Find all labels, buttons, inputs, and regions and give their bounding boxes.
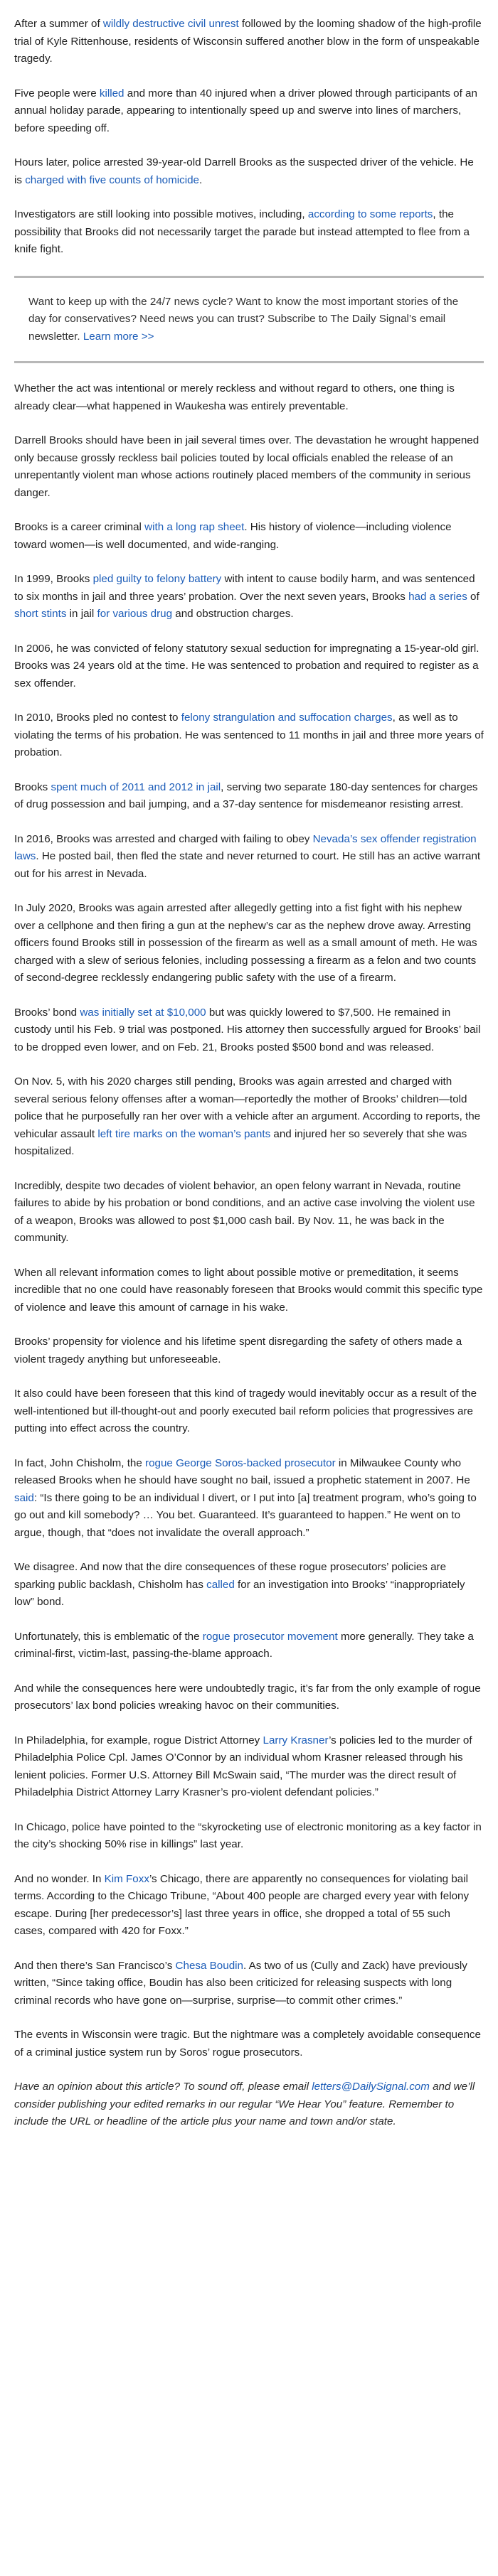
text-run: When all relevant information comes to light about possible motive or premeditation, it seems incredible that no one could have reasonably foreseen that Brooks would commit this specific type of violence and leave this amount of carnage in his wake.: [14, 1266, 483, 1314]
article-paragraph: [14, 1073, 484, 1161]
article-paragraph: [14, 831, 484, 884]
inline-link[interactable]: rogue prosecutor movement: [202, 1630, 338, 1643]
text-run: The events in Wisconsin were tragic. But the nightmare was a completely avoidable consequence of a criminal justice system run by Soros’ rogue prosecutors.: [14, 2029, 481, 2059]
article-paragraph: [14, 779, 484, 814]
text-run: Brooks: [14, 780, 51, 793]
text-run: In July 2020, Brooks was again arrested after allegedly getting into a fist fight with his nephew over a cellphone and then firing a gun at the nephew’s car as the nephew drove away. Arresting officers found Brooks still in possession of the firearm as well as a small amount of meth. He was charged with a slew of serious felonies, including possessing a firearm as a felon and two counts of second-degree recklessly endangering public safety with the use of a firearm.: [14, 902, 477, 984]
article-paragraph: [14, 640, 484, 693]
text-run: and obstruction charges.: [172, 608, 294, 620]
text-run: and we’ll consider publishing your edited remarks in our regular “We Hear You” feature. Remember to include the URL or headline of the article plus your name and town and/or state.: [14, 2081, 475, 2127]
article-paragraph: [14, 1871, 484, 1941]
text-run: In 1999, Brooks: [14, 573, 93, 585]
article-paragraph: [14, 432, 484, 502]
text-run: more generally. They take a criminal-first, victim-last, passing-the-blame approach.: [14, 1630, 474, 1660]
text-run: for an investigation into Brooks’ “inappropriately low” bond.: [14, 1578, 465, 1608]
text-run: Darrell Brooks should have been in jail several times over. The devastation he wrought happened only because grossly reckless bail policies touted by local officials enabled the release of an unrepentantly violent man whose actions routinely placed members of the community in serious danger.: [14, 434, 480, 499]
inline-link[interactable]: said: [14, 1491, 34, 1504]
text-run: In 2016, Brooks was arrested and charged with failing to obey: [14, 832, 313, 845]
text-run: After a summer of: [14, 18, 103, 30]
article-paragraph: [14, 206, 484, 259]
text-run: Want to keep up with the 24/7 news cycle? Want to know the most important stories of the day for conservatives? Need news you can trust? Subscribe to The Daily Signal’s email newsletter.: [28, 295, 459, 343]
article-paragraph: [14, 519, 484, 554]
article-paragraph: [14, 85, 484, 138]
article-paragraph: [14, 1385, 484, 1438]
article-paragraph: [14, 1958, 484, 2010]
article-paragraph: [14, 2027, 484, 2061]
text-run: with intent to cause bodily harm, and was sentenced to six months in jail and three years’ probation. Over the next seven years, Brooks: [14, 573, 475, 603]
article-paragraph: [14, 1819, 484, 1854]
article-paragraph: [14, 709, 484, 762]
inline-link[interactable]: letters@DailySignal.com: [312, 2081, 430, 2093]
text-run: in Milwaukee County who released Brooks when he should have sought no bail, issued a prophetic statement in 2007. He: [14, 1456, 470, 1486]
inline-link[interactable]: felony strangulation and suffocation charges: [181, 712, 393, 724]
text-run: , the possibility that Brooks did not necessarily target the parade but instead attempted to flee from a knife fight.: [14, 208, 470, 255]
text-run: in jail: [66, 608, 97, 620]
text-run: Brooks’ propensity for violence and his lifetime spent disregarding the safety of others made a violent tragedy anything but unforeseeable.: [14, 1336, 462, 1365]
text-run: Have an opinion about this article? To sound off, please email: [14, 2081, 312, 2093]
inline-link[interactable]: short stints: [14, 608, 67, 620]
text-run: On Nov. 5, with his 2020 charges still pending, Brooks was again arrested and charged with several serious felony offenses after a woman—reportedly the mother of Brooks’ children—told police that he purposefully ran her over with a vehicle after an argument. According to reports, the vehicular assault: [14, 1075, 481, 1140]
text-run: We disagree. And now that the dire consequences of these rogue prosecutors’ policies are sparking public backlash, Chisholm has: [14, 1561, 447, 1591]
text-run: . He posted bail, then fled the state and never returned to court. He still has an active warrant out for his arrest in Nevada.: [14, 850, 481, 880]
inline-link[interactable]: killed: [99, 87, 124, 100]
text-run: And no wonder. In: [14, 1872, 105, 1885]
inline-link[interactable]: pled guilty to felony battery: [92, 573, 222, 585]
text-run: Whether the act was intentional or merely reckless and without regard to others, one thing is already clear—what happened in Waukesha was entirely preventable.: [14, 382, 455, 412]
inline-link[interactable]: called: [206, 1578, 235, 1591]
article-paragraph: [14, 1559, 484, 1611]
inline-link[interactable]: according to some reports: [307, 208, 433, 220]
inline-link[interactable]: with a long rap sheet: [144, 521, 245, 533]
text-run: , serving two separate 180-day sentences for charges of drug possession and bail jumping, and a 37-day sentence for misdemeanor resisting arrest.: [14, 780, 478, 810]
article-paragraph: [14, 571, 484, 623]
article-paragraph: [14, 1455, 484, 1542]
article-paragraph: [14, 1628, 484, 1663]
text-run: ’s policies led to the murder of Philadelphia Police Cpl. James O’Connor by an individual whom Krasner released through his lenient policies. Former U.S. Attorney Bill McSwain said, “The murder was the direct result of Philadelphia District Attorney Larry Krasner’s pro-violent defendant policies.”: [14, 1734, 472, 1798]
text-run: : “Is there going to be an individual I divert, or I put into [a] treatment program, who’s going to go out and kill somebody? … You bet. Guaranteed. It’s guaranteed to happen.” He went on to argue, though, that “does not invalidate the overall approach.”: [14, 1491, 477, 1539]
text-run: In 2010, Brooks pled no contest to: [14, 712, 181, 724]
article-paragraph: [14, 900, 484, 987]
inline-link[interactable]: Larry Krasner: [263, 1734, 329, 1746]
article-main: [14, 380, 484, 2061]
inline-link[interactable]: was initially set at $10,000: [80, 1006, 206, 1019]
text-run: And then there’s San Francisco’s: [14, 1959, 176, 1972]
text-run: .: [199, 173, 203, 186]
article-paragraph: [14, 1178, 484, 1247]
text-run: Five people were: [14, 87, 100, 100]
article-paragraph: [14, 1732, 484, 1802]
text-run: Hours later, police arrested 39-year-old Darrell Brooks as the suspected driver of the vehicle. He is: [14, 156, 474, 186]
text-run: of: [467, 590, 480, 603]
text-run: followed by the looming shadow of the high-profile trial of Kyle Rittenhouse, residents of Wisconsin suffered another blow in the form of unspeakable tragedy.: [14, 18, 482, 65]
text-run: Brooks is a career criminal: [14, 521, 145, 533]
inline-link[interactable]: spent much of 2011 and 2012 in jail: [51, 780, 221, 793]
inline-link[interactable]: Chesa Boudin: [175, 1959, 243, 1972]
text-run: In fact, John Chisholm, the: [14, 1456, 146, 1469]
inline-link[interactable]: wildly destructive civil unrest: [102, 18, 239, 30]
inline-link[interactable]: rogue George Soros-backed prosecutor: [145, 1456, 336, 1469]
inline-link[interactable]: Nevada’s sex offender registration laws: [14, 832, 477, 862]
newsletter-cta-box: [14, 276, 484, 364]
article-paragraph: [14, 380, 484, 415]
article-paragraph: [14, 154, 484, 189]
article-paragraph: [14, 1265, 484, 1317]
article-paragraph: [14, 1333, 484, 1368]
text-run: but was quickly lowered to $7,500. He remained in custody until his Feb. 9 trial was postponed. His attorney then successfully argued for Brooks’ bail to be dropped even lower, and on Feb. 21, Brooks posted $500 bond and was released.: [14, 1006, 481, 1053]
text-run: In Philadelphia, for example, rogue District Attorney: [14, 1734, 263, 1746]
letters-footer-note: [14, 2078, 484, 2131]
text-run: And while the consequences here were undoubtedly tragic, it’s far from the only example of rogue prosecutors’ lax bond policies wreaking havoc on their communities.: [14, 1682, 481, 1712]
newsletter-cta-text: [28, 294, 472, 346]
text-run: In 2006, he was convicted of felony statutory sexual seduction for impregnating a 15-year-old girl. Brooks was 24 years old at the time. He was sentenced to probation and required to register as a sex offender.: [14, 642, 480, 689]
text-run: ’s Chicago, there are apparently no consequences for violating bail terms. According to the Chicago Tribune, “About 400 people are charged every year with felony escape. During [her predecessor’s] last three years in office, she dropped a total of 55 such cases, compared with 420 for Foxx.”: [14, 1872, 470, 1937]
text-run: Investigators are still looking into possible motives, including,: [14, 208, 308, 220]
text-run: It also could have been foreseen that this kind of tragedy would inevitably occur as a result of the well-intentioned but ill-thought-out and poorly executed bail reform policies that progressives are putting into effect across the country.: [14, 1388, 477, 1434]
text-run: Incredibly, despite two decades of violent behavior, an open felony warrant in Nevada, routine failures to abide by his probation or bond conditions, and an active case involving the violent use of a weapon, Brooks was allowed to post $1,000 cash bail. By Nov. 11, he was back in the community.: [14, 1179, 475, 1244]
text-run: , as well as to violating the terms of his probation. He was sentenced to 11 months in jail and three more years of probation.: [14, 712, 484, 758]
inline-link[interactable]: left tire marks on the woman’s pants: [97, 1127, 271, 1140]
article-paragraph: [14, 16, 484, 68]
inline-link[interactable]: had a series: [408, 590, 467, 603]
article-paragraph: [14, 1680, 484, 1715]
text-run: In Chicago, police have pointed to the “skyrocketing use of electronic monitoring as a key factor in the city’s shocking 50% rise in killings” last year.: [14, 1820, 482, 1850]
inline-link[interactable]: Learn more >>: [83, 330, 154, 343]
text-run: and injured her so severely that she was hospitalized.: [14, 1127, 467, 1157]
text-run: Brooks’ bond: [14, 1006, 80, 1019]
inline-link[interactable]: for various drug: [97, 608, 173, 620]
text-run: . As two of us (Cully and Zack) have previously written, “Since taking office, Boudin has also been criticized for releasing suspects with long criminal records who have gone on—surprise, surprise—to commit other crimes.”: [14, 1959, 467, 2007]
text-run: Unfortunately, this is emblematic of the: [14, 1630, 203, 1643]
article-intro: [14, 16, 484, 259]
text-run: and more than 40 injured when a driver plowed through participants of an annual holiday parade, appearing to intentionally speed up and swerve into lines of marchers, before speeding off.: [14, 87, 477, 134]
text-run: . His history of violence—including violence toward women—is well documented, and wide-ranging.: [14, 521, 452, 551]
article-paragraph: [14, 1004, 484, 1057]
inline-link[interactable]: charged with five counts of homicide: [25, 173, 200, 186]
inline-link[interactable]: Kim Foxx: [104, 1872, 149, 1885]
